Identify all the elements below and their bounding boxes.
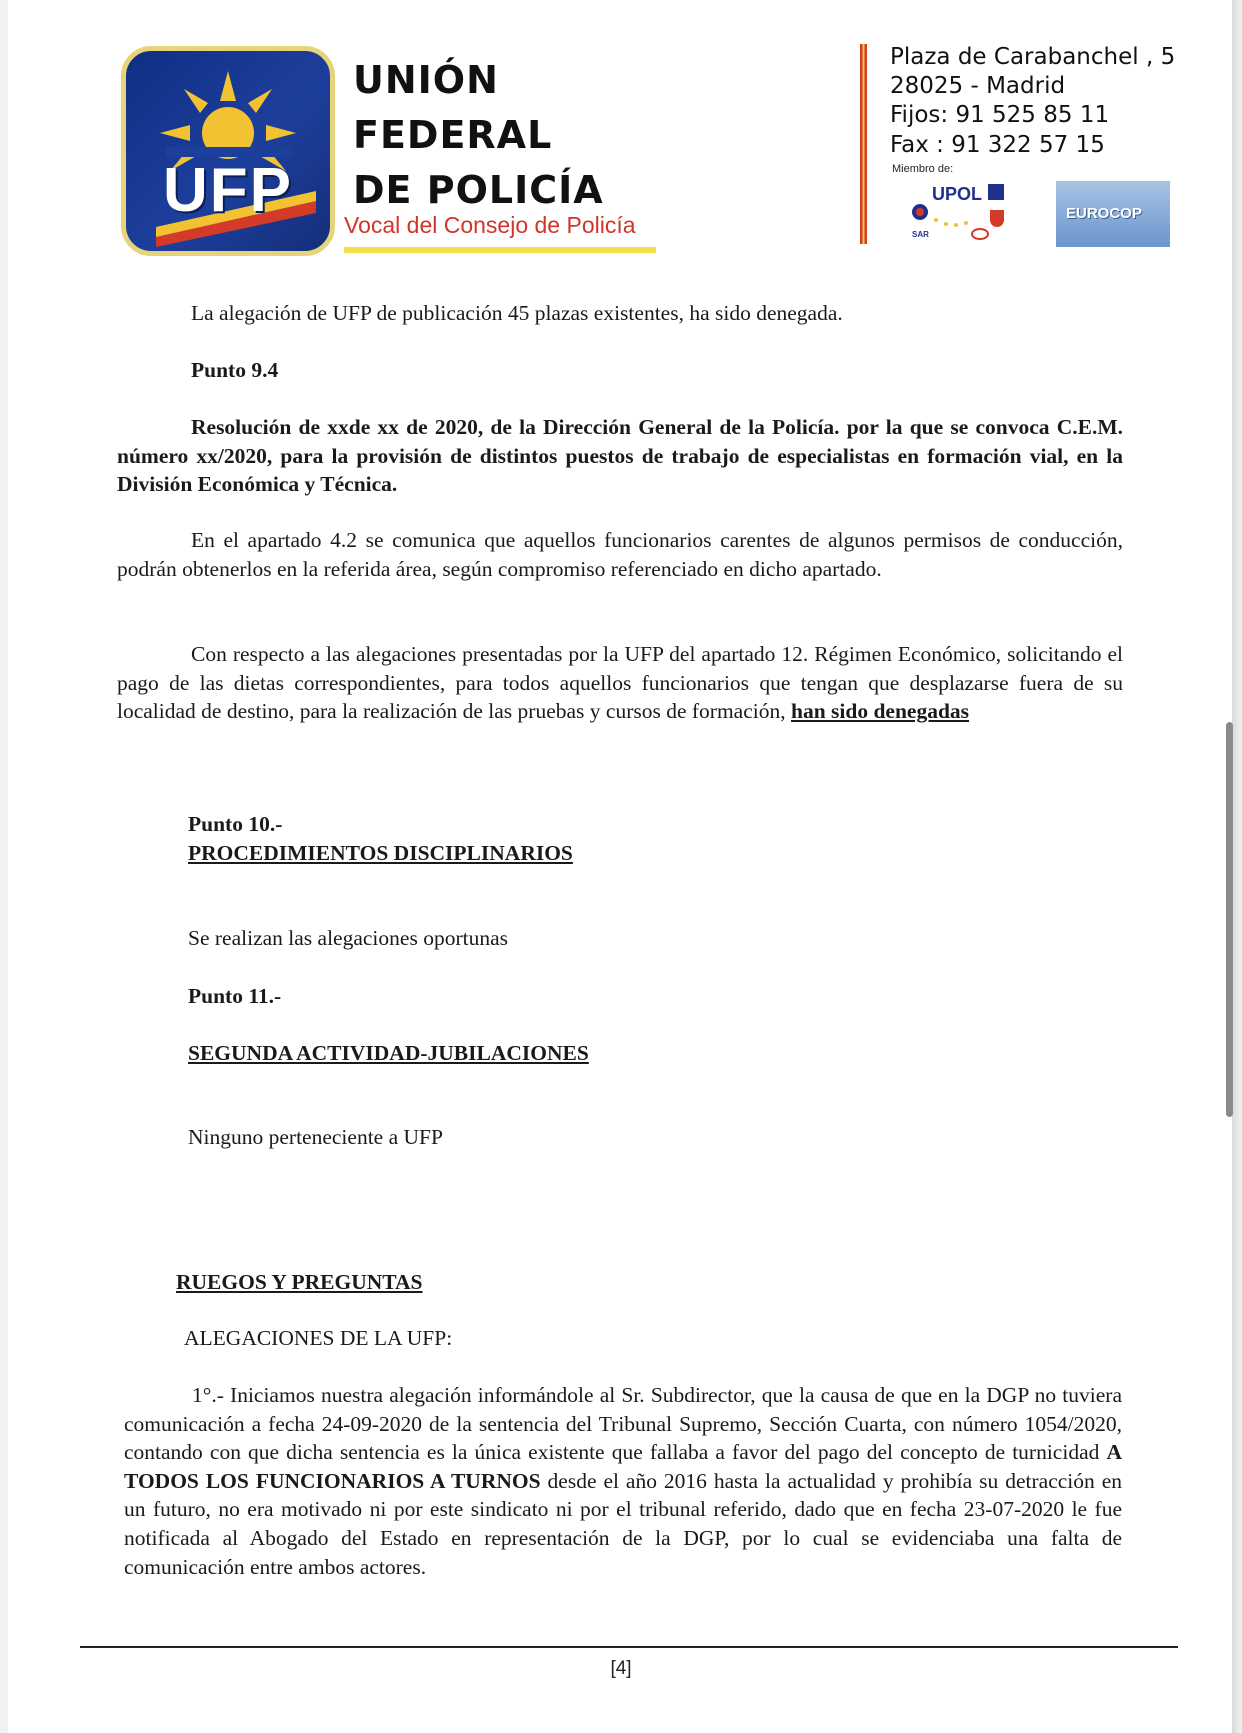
paragraph-alegaciones-oportunas: Se realizan las alegaciones oportunas xyxy=(188,926,508,950)
heading-alegaciones-ufp: ALEGACIONES DE LA UFP: xyxy=(184,1326,453,1350)
address-street: Plaza de Carabanchel , 5 xyxy=(890,44,1176,70)
paragraph-regimen-economico xyxy=(117,640,1123,726)
paragraph-alegacion-1 xyxy=(124,1381,1122,1581)
logo-ufp-text: UFP xyxy=(163,156,293,225)
upol-logo xyxy=(906,180,1010,244)
page-number: [4] xyxy=(610,1658,632,1679)
heading-ruegos-preguntas: RUEGOS Y PREGUNTAS xyxy=(176,1270,423,1294)
alegacion-1-emphasis: A TODOS LOS FUNCIONARIOS A TURNOS xyxy=(124,1440,1123,1493)
page-edge-shadow xyxy=(1232,0,1242,1733)
footer-divider xyxy=(80,1646,1178,1648)
regimen-economico-text: Con respecto a las alegaciones presentadas por la UFP del apartado 12. Régimen Económico, solicitando el pago de las dietas correspondientes, para todos aquellos funcionarios que tengan que desplazarse fuera de su localidad de destino, para la realización de las pruebas y cursos de formación, xyxy=(117,642,1123,724)
member-label: Miembro de: xyxy=(892,163,954,175)
heading-punto-10: Punto 10.- xyxy=(188,812,283,836)
address-city: 28025 - Madrid xyxy=(890,73,1066,99)
heading-punto-9-4: Punto 9.4 xyxy=(191,358,279,382)
org-name-line1: UNIÓN xyxy=(353,58,499,102)
document-page xyxy=(8,0,1232,1733)
address-phone: Fijos: 91 525 85 11 xyxy=(890,102,1110,128)
paragraph-denied-plazas: La alegación de UFP de publicación 45 plazas existentes, ha sido denegada. xyxy=(191,301,843,325)
org-name-line2: FEDERAL xyxy=(353,113,553,157)
heading-punto-11: Punto 11.- xyxy=(188,984,282,1008)
org-name-line3: DE POLICÍA xyxy=(353,168,604,212)
heading-procedimientos-disciplinarios: PROCEDIMIENTOS DISCIPLINARIOS xyxy=(188,841,573,865)
sar-logo-text: SAR xyxy=(912,230,929,239)
heading-segunda-actividad: SEGUNDA ACTIVIDAD-JUBILACIONES xyxy=(188,1041,589,1065)
paragraph-apartado-4-2: En el apartado 4.2 se comunica que aquellos funcionarios carentes de algunos permisos de conducción, podrán obtenerlos en la referida área, según compromiso referenciado en dicho apartado. xyxy=(117,528,1123,581)
eurocop-logo xyxy=(1056,181,1170,247)
subtitle-underline xyxy=(344,247,656,253)
alegacion-1-text-b: desde el año 2016 hasta la actualidad y prohibía su detracción en un futuro, no era motivado ni por este sindicato ni por el tribunal referido, dado que en fecha 23-07-2020 le fue notificada al Abogado del Estado en representación de la DGP, por lo cual se evidenciaba una falta de comunicación entre ambos actores. xyxy=(124,1468,1123,1579)
org-subtitle: Vocal del Consejo de Policía xyxy=(344,212,636,238)
paragraph-ninguno-ufp: Ninguno perteneciente a UFP xyxy=(188,1125,443,1149)
vertical-scrollbar[interactable] xyxy=(1226,722,1233,1117)
address-fax: Fax : 91 322 57 15 xyxy=(890,132,1105,158)
alegacion-1-text-a: 1°.- Iniciamos nuestra alegación informándole al Sr. Subdirector, que la causa de que en la DGP no tuviera comunicación a fecha 24-09-2020 de la sentencia del Tribunal Supremo, Sección Cuarta, con número 1054/2020, contando con que dicha sentencia es la única existente que fallaba a favor del pago del concepto de turnicidad xyxy=(124,1383,1122,1465)
paragraph-resolucion: Resolución de xxde xx de 2020, de la Dirección General de la Policía. por la que se convoca C.E.M. número xx/2020, para la provisión de distintos puestos de trabajo de especialistas en formación vial, en la División Económica y Técnica. xyxy=(117,415,1123,497)
eurocop-logo-text: EUROCOP xyxy=(1066,205,1142,222)
denied-emphasis: han sido denegadas xyxy=(791,699,970,724)
spanish-flag-divider xyxy=(860,44,867,244)
upol-logo-text: UPOL xyxy=(932,184,983,204)
ufp-logo xyxy=(121,46,335,256)
